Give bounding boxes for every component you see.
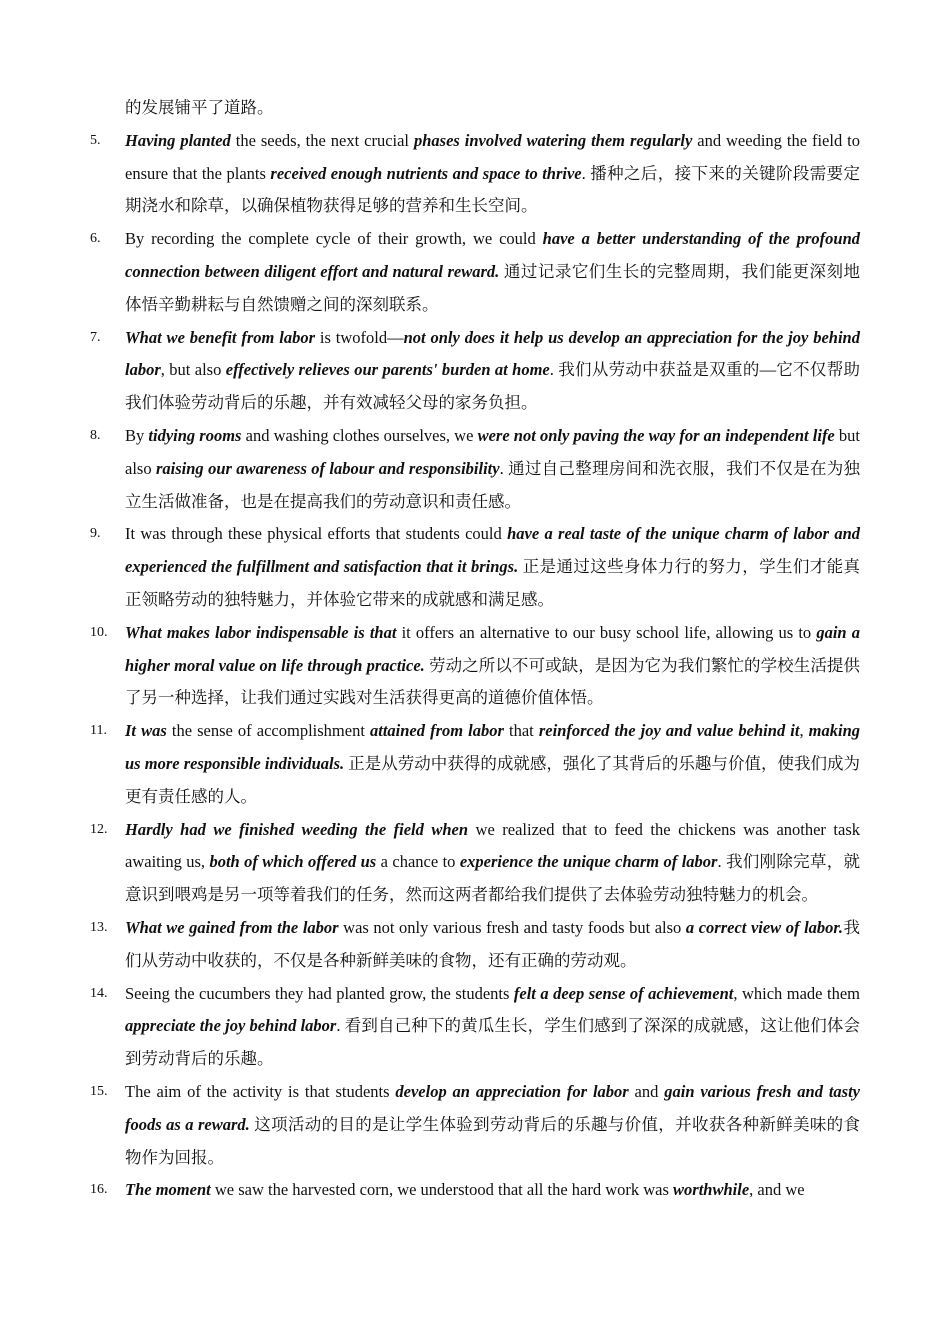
emphasized-phrase: The moment	[125, 1180, 211, 1200]
emphasized-phrase: a correct view of labor.	[685, 917, 844, 937]
sentence-text: it offers an alternative to our busy school life, allowing us to	[396, 622, 817, 642]
list-item	[90, 912, 860, 978]
sentence-text: the sense of accomplishment	[166, 721, 370, 741]
sentence-text: we realized that to feed the chickens was another task awaiting us,	[125, 819, 860, 872]
emphasized-phrase: phases involved watering them regularly	[413, 130, 693, 150]
sentence-text: , which made them	[733, 983, 860, 1003]
sentence-text: and	[628, 1081, 665, 1101]
sentence-text: It was through these physical efforts that students could	[125, 524, 508, 544]
list-item	[90, 617, 860, 715]
sentence-text: By recording the complete cycle of their growth, we could	[125, 229, 543, 249]
sentence-text: the seeds, the next crucial	[230, 130, 414, 150]
emphasized-phrase: effectively relieves our parents' burden at home	[225, 360, 550, 380]
emphasized-phrase: gain various fresh and tasty foods as a reward.	[125, 1081, 860, 1134]
sentence-text: was not only various fresh and tasty foods but also	[338, 917, 686, 937]
item-number: 8.	[90, 427, 101, 443]
emphasized-phrase: received enough nutrients and space to thrive	[270, 163, 582, 183]
sentence-text: Seeing the cucumbers they had planted grow, the students	[125, 983, 514, 1003]
emphasized-phrase: worthwhile	[673, 1180, 750, 1200]
emphasized-phrase: It was	[125, 721, 167, 741]
sentence-text: . 我们刚除完草，就意识到喂鸡是另一项等着我们的任务，然而这两者都给我们提供了去体验劳动独特魅力的机会。	[125, 852, 861, 905]
item-number: 5.	[90, 132, 101, 148]
item-number: 12.	[90, 821, 108, 837]
list-item	[90, 322, 860, 420]
emphasized-phrase: raising our awareness of labour and responsibility	[155, 458, 500, 478]
sentence-text: that	[503, 721, 539, 741]
item-number: 6.	[90, 231, 101, 247]
list-item	[90, 1076, 860, 1174]
sentence-text: is twofold—	[315, 327, 404, 347]
sentence-text: 劳动之所以不可或缺，是因为它为我们繁忙的学校生活提供了另一种选择，让我们通过实践对生活获得更高的道德价值体悟。	[125, 655, 861, 708]
list-item	[90, 518, 860, 616]
item-number: 14.	[90, 985, 108, 1001]
item-number: 15.	[90, 1083, 108, 1099]
emphasized-phrase: What we benefit from labor	[125, 327, 316, 347]
sentence-text: . 通过自己整理房间和洗衣服，我们不仅是在为独立生活做准备，也是在提高我们的劳动意识和责任感。	[125, 458, 860, 511]
sentence-text: and weeding the field to ensure that the plants	[125, 130, 860, 183]
sentence-text: , and we	[749, 1180, 805, 1200]
sentence-text: 正是从劳动中获得的成就感，强化了其背后的乐趣与价值，使我们成为更有责任感的人。	[125, 753, 860, 806]
emphasized-phrase: have a real taste of the unique charm of labor and experienced the fulfillment and satisfaction that it brings.	[125, 524, 860, 577]
list-item	[90, 1174, 860, 1207]
sentence-text: we saw the harvested corn, we understood that all the hard work was	[210, 1180, 674, 1200]
sentence-text: The aim of the activity is that students	[125, 1081, 396, 1101]
sentence-text: 通过记录它们生长的完整周期，我们能更深刻地体悟辛勤耕耘与自然馈赠之间的深刻联系。	[125, 261, 861, 314]
item-number: 10.	[90, 624, 108, 640]
sentence-text: By	[125, 425, 149, 445]
sentence-text: ,	[799, 721, 809, 741]
item-number: 16.	[90, 1182, 108, 1198]
list-item	[90, 978, 860, 1076]
list-item	[90, 814, 860, 912]
emphasized-phrase: experience the unique charm of labor	[459, 852, 718, 872]
emphasized-phrase: felt a deep sense of achievement	[513, 983, 734, 1003]
emphasized-phrase: develop an appreciation for labor	[395, 1081, 629, 1101]
emphasized-phrase: making us more responsible individuals.	[125, 721, 861, 773]
emphasized-phrase: reinforced the joy and value behind it	[538, 721, 800, 741]
emphasized-phrase: were not only paving the way for an independent life	[477, 425, 835, 445]
list-item	[90, 223, 860, 321]
sentence-text: . 我们从劳动中获益是双重的—它不仅帮助我们体验劳动背后的乐趣，并有效减轻父母的家务负担。	[125, 360, 860, 413]
sentence-text: a chance to	[376, 852, 460, 872]
emphasized-phrase: appreciate the joy behind labor	[125, 1016, 337, 1036]
sentence-text: 我们从劳动中收获的，不仅是各种新鲜美味的食物，还有正确的劳动观。	[125, 917, 861, 970]
item-number: 9.	[90, 526, 101, 542]
emphasized-phrase: tidying rooms	[148, 425, 242, 445]
emphasized-phrase: both of which offered us	[209, 852, 377, 872]
emphasized-phrase: attained from labor	[370, 721, 504, 741]
emphasized-phrase: gain a higher moral value on life through practice.	[125, 622, 861, 675]
emphasized-phrase: not only does it help us develop an appreciation for the joy behind labor	[125, 327, 860, 380]
list-item	[90, 715, 860, 813]
list-item	[90, 420, 860, 518]
emphasized-phrase: Having planted	[125, 130, 231, 150]
sentence-text: 这项活动的目的是让学生体验到劳动背后的乐趣与价值，并收获各种新鲜美味的食物作为回报。	[125, 1114, 861, 1167]
sentence-text: but also	[125, 425, 860, 478]
emphasized-phrase: have a better understanding of the profound connection between diligent effort and natural reward.	[125, 229, 860, 281]
sentence-text: 正是通过这些身体力行的努力，学生们才能真正领略劳动的独特魅力，并体验它带来的成就感和满足感。	[125, 557, 860, 609]
sentence-text: , but also	[160, 360, 226, 380]
emphasized-phrase: What makes labor indispensable is that	[125, 622, 397, 642]
item-number: 7.	[90, 329, 101, 345]
sentence-text: and washing clothes ourselves, we	[241, 425, 478, 445]
emphasized-phrase: Hardly had we finished weeding the field when	[125, 819, 469, 839]
continued-sentence-fragment: 的发展铺平了道路。	[125, 98, 274, 117]
sentence-list	[90, 92, 860, 1207]
sentence-text: . 看到自己种下的黄瓜生长，学生们感到了深深的成就感，这让他们体会到劳动背后的乐趣。	[125, 1016, 860, 1069]
item-number: 13.	[90, 919, 108, 935]
emphasized-phrase: What we gained from the labor	[125, 917, 339, 937]
numbered-items	[90, 125, 860, 1207]
item-number: 11.	[90, 723, 107, 739]
list-item	[90, 125, 860, 223]
sentence-text: . 播种之后，接下来的关键阶段需要定期浇水和除草，以确保植物获得足够的营养和生长空间。	[125, 163, 860, 216]
